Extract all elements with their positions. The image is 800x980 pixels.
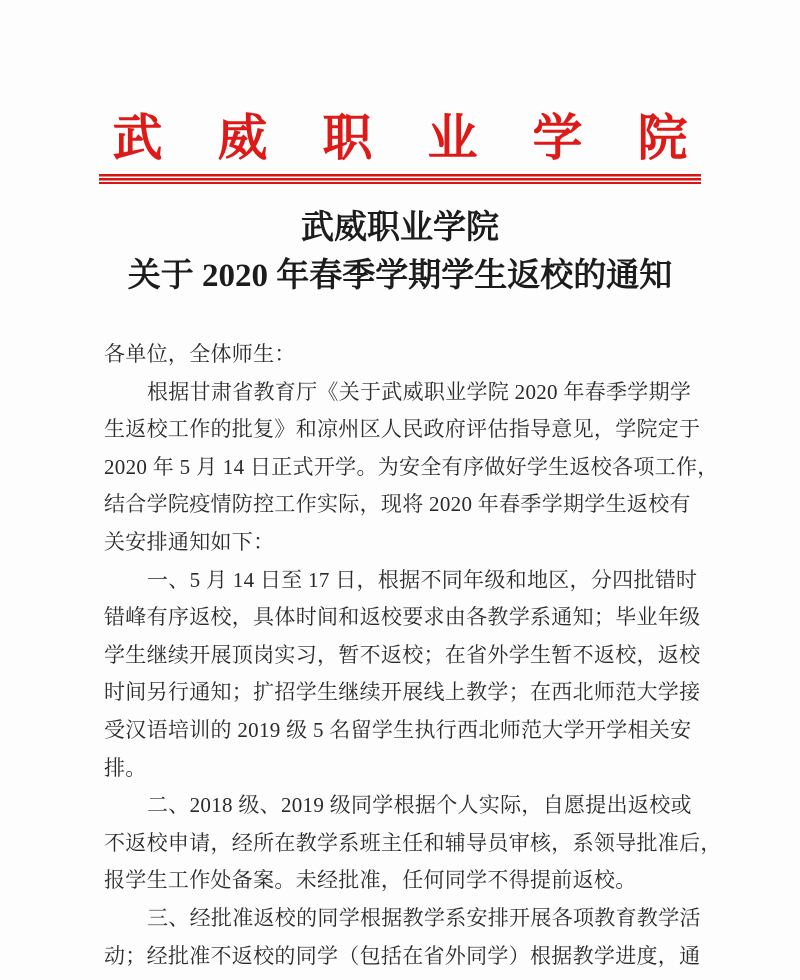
body-line: 结合学院疫情防控工作实际，现将 2020 年春季学期学生返校有 bbox=[104, 492, 691, 517]
body-line: 关安排通知如下： bbox=[104, 529, 275, 554]
body-line: 根据甘肃省教育厅《关于武威职业学院 2020 年春季学期学 bbox=[147, 379, 692, 404]
letterhead bbox=[0, 0, 800, 166]
body-line: 二、2018 级、2019 级同学根据个人实际，自愿提出返校或 bbox=[147, 793, 692, 818]
document-title-line2: 关于 2020 年春季学期学生返校的通知 bbox=[127, 258, 673, 294]
letterhead-college-name: 武威职业学院 bbox=[112, 110, 743, 166]
document-title bbox=[0, 204, 800, 300]
body-line: 三、经批准返校的同学根据教学系安排开展各项教育教学活 bbox=[147, 905, 701, 930]
body-line: 一、5 月 14 日至 17 日，根据不同年级和地区，分四批错时 bbox=[147, 567, 698, 592]
body-line: 各单位，全体师生： bbox=[104, 342, 296, 366]
body-line: 2020 年 5 月 14 日正式开学。为安全有序做好学生返校各项工作， bbox=[104, 454, 719, 479]
body-line: 受汉语培训的 2019 级 5 名留学生执行西北师范大学开学相关安 bbox=[104, 717, 692, 742]
body-line: 时间另行通知；扩招学生继续开展线上教学；在西北师范大学接 bbox=[104, 680, 701, 705]
body-line: 排。 bbox=[104, 755, 147, 780]
body-line: 不返校申请，经所在教学系班主任和辅导员审核，系领导批准后， bbox=[104, 830, 722, 855]
document-title-line1: 武威职业学院 bbox=[301, 210, 499, 246]
body-line: 动；经批准不返校的同学（包括在省外同学）根据教学进度，通 bbox=[104, 943, 701, 968]
body-line: 学生继续开展顶岗实习，暂不返校；在省外学生暂不返校，返校 bbox=[104, 642, 701, 667]
body-line: 生返校工作的批复》和凉州区人民政府评估指导意见，学院定于 bbox=[104, 417, 701, 442]
document-body bbox=[104, 336, 722, 975]
body-line: 错峰有序返校，具体时间和返校要求由各教学系通知；毕业年级 bbox=[104, 605, 701, 630]
body-line: 报学生工作处备案。未经批准，任何同学不得提前返校。 bbox=[104, 868, 637, 893]
